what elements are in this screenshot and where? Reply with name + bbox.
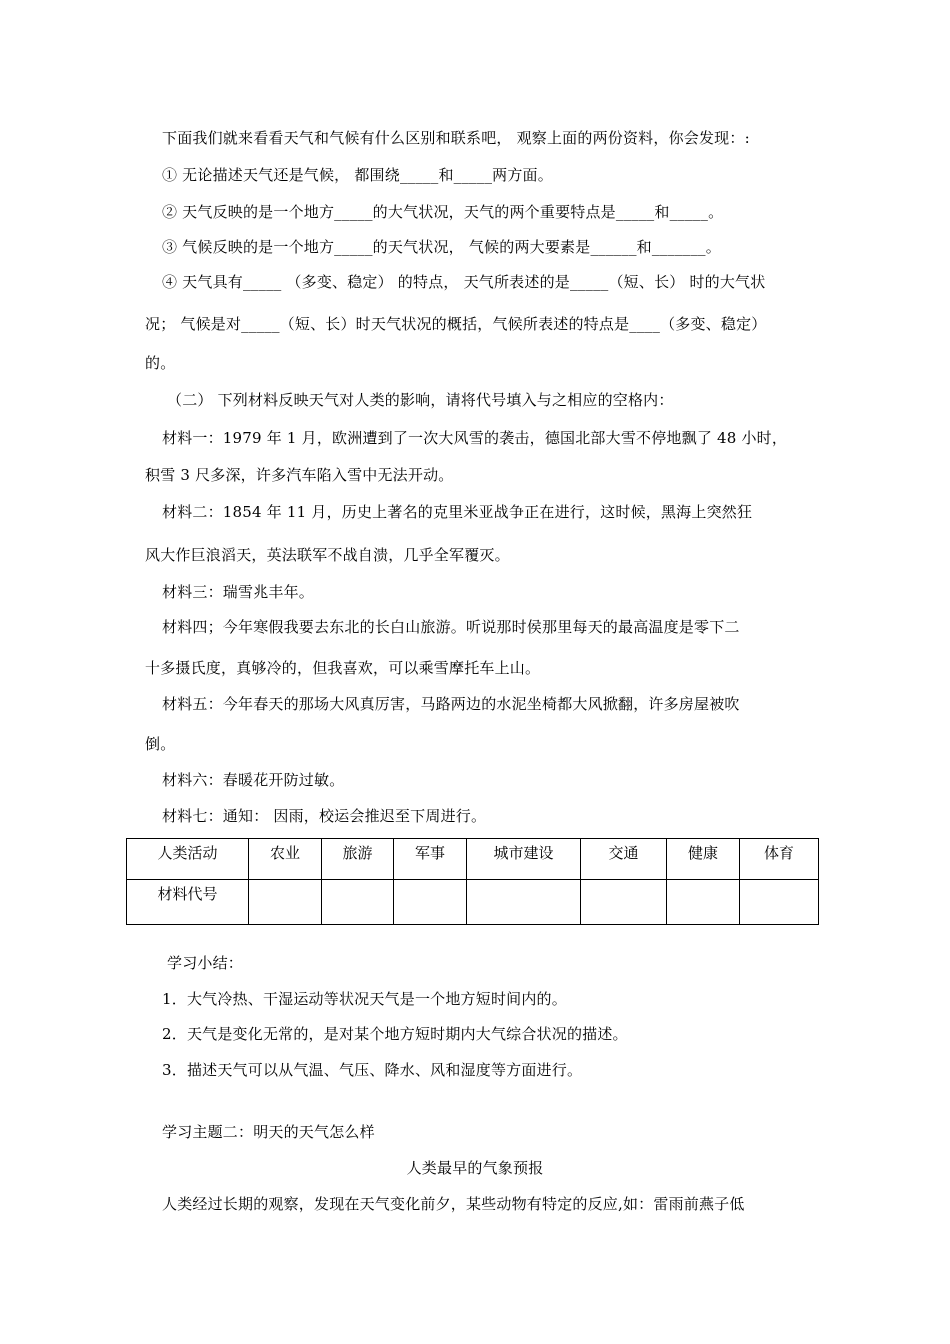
answer-cell-sports[interactable] (740, 880, 819, 925)
table-header-cell: 体育 (740, 839, 819, 880)
table-header-cell: 城市建设 (467, 839, 581, 880)
question-2: ② 天气反映的是一个地方_____的大气状况，天气的两个重要特点是_____和_____。 (162, 203, 724, 221)
material-2-line-2: 风大作巨浪滔天，英法联军不战自溃，几乎全军覆灭。 (145, 546, 510, 564)
article-title: 人类最早的气象预报 (406, 1159, 544, 1177)
material-3: 材料三：瑞雪兆丰年。 (162, 583, 315, 601)
table-header-cell: 健康 (667, 839, 740, 880)
material-4-line-2: 十多摄氏度，真够冷的，但我喜欢，可以乘雪摩托车上山。 (145, 659, 541, 677)
intro-paragraph: 下面我们就来看看天气和气候有什么区别和联系吧， 观察上面的两份资料，你会发现：: (162, 129, 750, 147)
table-row-label: 材料代号 (127, 880, 249, 925)
material-5-line-2: 倒。 (145, 735, 176, 753)
table-row (127, 880, 819, 925)
question-4-line-1: ④ 天气具有_____ （多变、稳定） 的特点， 天气所表述的是_____（短、长） 时的大气状 (162, 273, 766, 291)
material-5-line-1: 材料五：今年春天的那场大风真厉害，马路两边的水泥坐椅都大风掀翻，许多房屋被吹 (162, 695, 740, 713)
table-header-cell: 旅游 (322, 839, 394, 880)
answer-cell-transport[interactable] (581, 880, 667, 925)
material-code-table (126, 838, 819, 925)
summary-item: 3．描述天气可以从气温、气压、降水、风和湿度等方面进行。 (162, 1061, 583, 1079)
answer-cell-urban-construction[interactable] (467, 880, 581, 925)
article-body-line-1: 人类经过长期的观察，发现在天气变化前夕，某些动物有特定的反应,如：雷雨前燕子低 (162, 1195, 745, 1213)
table-header-cell: 人类活动 (127, 839, 249, 880)
summary-title: 学习小结： (167, 954, 244, 972)
answer-cell-military[interactable] (394, 880, 467, 925)
question-3: ③ 气候反映的是一个地方_____的天气状况， 气候的两大要素是______和_______。 (162, 238, 721, 256)
summary-item: 1．大气冷热、干湿运动等状况天气是一个地方短时间内的。 (162, 990, 567, 1008)
table-header-row (127, 839, 819, 880)
table-header-cell: 农业 (249, 839, 322, 880)
table-header-cell: 军事 (394, 839, 467, 880)
material-1-line-2: 积雪 3 尺多深，许多汽车陷入雪中无法开动。 (145, 466, 454, 484)
material-6: 材料六：春暖花开防过敏。 (162, 771, 345, 789)
answer-cell-tourism[interactable] (322, 880, 394, 925)
section-2-heading: （二） 下列材料反映天气对人类的影响，请将代号填入与之相应的空格内： (167, 391, 674, 409)
summary-item: 2．天气是变化无常的，是对某个地方短时期内大气综合状况的描述。 (162, 1025, 628, 1043)
question-4-line-3: 的。 (145, 354, 176, 372)
topic-2-heading: 学习主题二：明天的天气怎么样 (162, 1123, 375, 1141)
question-4-line-2: 况； 气候是对_____（短、长）时天气状况的概括，气候所表述的特点是____（多变、稳定） (145, 315, 767, 333)
material-7: 材料七：通知： 因雨，校运会推迟至下周进行。 (162, 807, 487, 825)
question-1: ① 无论描述天气还是气候， 都围绕_____和_____两方面。 (162, 166, 553, 184)
table-header-cell: 交通 (581, 839, 667, 880)
material-2-line-1: 材料二：1854 年 11 月，历史上著名的克里米亚战争正在进行，这时候，黑海上突然狂 (162, 503, 753, 521)
answer-cell-health[interactable] (667, 880, 740, 925)
material-1-line-1: 材料一：1979 年 1 月，欧洲遭到了一次大风雪的袭击，德国北部大雪不停地飘了 48 小时， (162, 429, 788, 447)
material-4-line-1: 材料四；今年寒假我要去东北的长白山旅游。听说那时侯那里每天的最高温度是零下二 (162, 618, 740, 636)
answer-cell-agriculture[interactable] (249, 880, 322, 925)
